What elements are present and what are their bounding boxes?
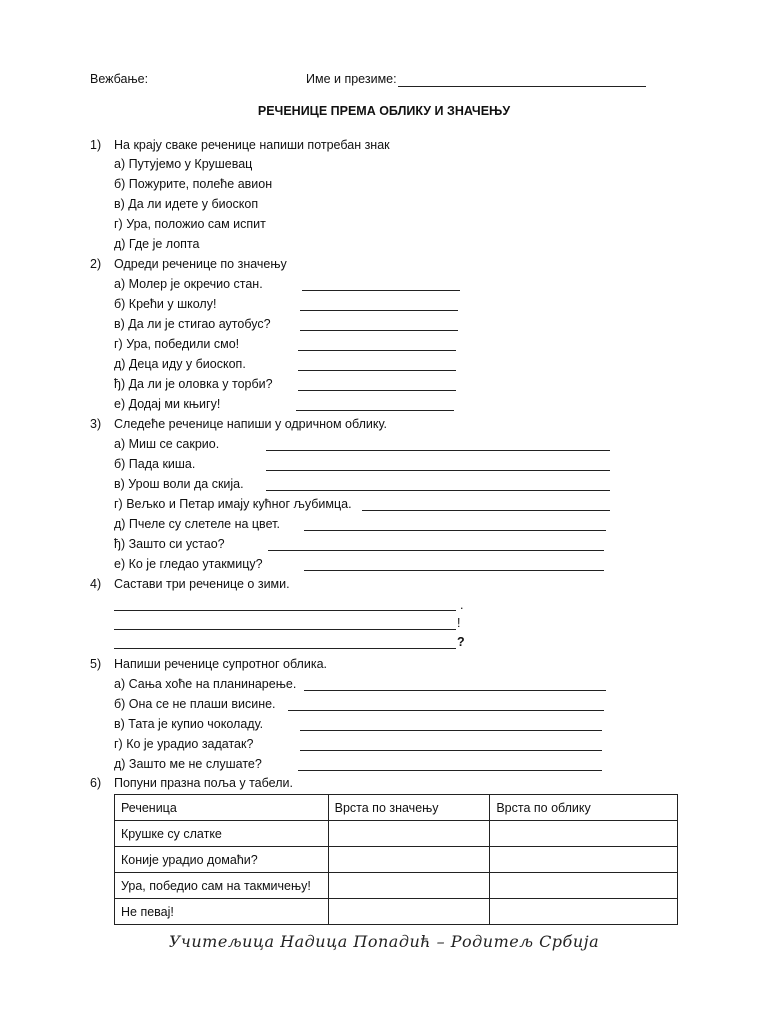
task3-item: ђ) Зашто си устао? [114, 537, 225, 551]
task1-instruction: На крају сваке реченице напиши потребан знак [114, 138, 390, 152]
task5-item: в) Тата је купио чоколаду. [114, 717, 264, 731]
task1-item: г) Ура, положио сам испит [114, 217, 266, 231]
task1-item: а) Путујемо у Крушевац [114, 157, 253, 171]
answer-line[interactable] [298, 770, 602, 771]
task2-item: ђ) Да ли је оловка у торби? [114, 377, 273, 391]
task1-item: в) Да ли идете у биоскоп [114, 197, 259, 211]
table-cell-sentence: Крушке су слатке [115, 821, 329, 847]
answer-line[interactable] [268, 550, 604, 551]
table-cell-sentence: Не певај! [115, 899, 329, 925]
answer-line[interactable] [296, 410, 454, 411]
table-cell-input[interactable] [490, 847, 678, 873]
task2-item: е) Додај ми књигу! [114, 397, 221, 411]
answer-line[interactable] [114, 610, 456, 611]
task3-number: 3) [90, 417, 102, 431]
task6-instruction: Попуни празна поља у табели. [114, 776, 293, 790]
task3-instruction: Следеће реченице напиши у одричном облику. [114, 417, 387, 431]
answer-line[interactable] [114, 648, 456, 649]
answer-line[interactable] [298, 390, 456, 391]
answer-line[interactable] [266, 490, 610, 491]
answer-line[interactable] [304, 690, 606, 691]
task3-item: д) Пчеле су слетеле на цвет. [114, 517, 280, 531]
footer-credit: Учитељица Надица Попадић – Родитељ Србија [168, 932, 600, 951]
task1-item: б) Пожурите, полеће авион [114, 177, 273, 191]
name-label: Име и презиме: [306, 72, 397, 86]
answer-line[interactable] [288, 710, 604, 711]
table-header-row [115, 795, 678, 821]
table-cell-input[interactable] [328, 873, 490, 899]
task3-item: а) Миш се сакрио. [114, 437, 220, 451]
task5-instruction: Напиши реченице супротног облика. [114, 657, 328, 671]
task2-number: 2) [90, 257, 102, 271]
task5-item: а) Сања хоће на планинарење. [114, 677, 297, 691]
task2-item: д) Деца иду у биоскоп. [114, 357, 246, 371]
task2-item: г) Ура, победили смо! [114, 337, 240, 351]
answer-line[interactable] [298, 370, 456, 371]
table-cell-input[interactable] [328, 821, 490, 847]
task3-item: г) Вељко и Петар имају кућног љубимца. [114, 497, 352, 511]
name-field-line[interactable] [398, 86, 646, 87]
answer-line[interactable] [300, 730, 602, 731]
table-cell-input[interactable] [328, 899, 490, 925]
task3-item: б) Пада киша. [114, 457, 196, 471]
answer-line[interactable] [304, 570, 604, 571]
table-header-cell: Врста по облику [490, 795, 678, 821]
answer-line[interactable] [304, 530, 606, 531]
exercise-label: Вежбање: [90, 72, 149, 86]
task5-item: б) Она се не плаши висине. [114, 697, 276, 711]
task2-item: в) Да ли је стигао аутобус? [114, 317, 271, 331]
task2-item: а) Молер је окречио стан. [114, 277, 263, 291]
answer-line[interactable] [298, 350, 456, 351]
sentence-table [114, 794, 678, 925]
answer-line[interactable] [266, 450, 610, 451]
table-cell-sentence: Ура, победио сам на такмичењу! [115, 873, 329, 899]
answer-line[interactable] [300, 750, 602, 751]
task5-item: д) Зашто ме не слушате? [114, 757, 262, 771]
table-row [115, 899, 678, 925]
task4-instruction: Састави три реченице о зими. [114, 577, 290, 591]
table-row [115, 821, 678, 847]
task1-item: д) Где је лопта [114, 237, 200, 251]
sentence-ending: ! [457, 616, 461, 630]
sentence-ending: . [460, 598, 464, 612]
task5-number: 5) [90, 657, 102, 671]
table-header-cell: Врста по значењу [328, 795, 490, 821]
task3-item: в) Урош воли да скија. [114, 477, 244, 491]
worksheet-title: РЕЧЕНИЦЕ ПРЕМА ОБЛИКУ И ЗНАЧЕЊУ [257, 104, 511, 118]
task6-number: 6) [90, 776, 102, 790]
sentence-ending: ? [457, 635, 465, 649]
answer-line[interactable] [300, 330, 458, 331]
table-header-cell: Реченица [115, 795, 329, 821]
table-cell-input[interactable] [490, 899, 678, 925]
task4-number: 4) [90, 577, 102, 591]
answer-line[interactable] [362, 510, 610, 511]
table-row [115, 873, 678, 899]
answer-line[interactable] [300, 310, 458, 311]
answer-line[interactable] [114, 629, 456, 630]
table-cell-input[interactable] [490, 873, 678, 899]
table-cell-input[interactable] [490, 821, 678, 847]
answer-line[interactable] [266, 470, 610, 471]
task1-number: 1) [90, 138, 102, 152]
task2-instruction: Одреди реченице по значењу [114, 257, 287, 271]
answer-line[interactable] [302, 290, 460, 291]
task2-item: б) Крећи у школу! [114, 297, 217, 311]
table-cell-sentence: Конијe урадио домаћи? [115, 847, 329, 873]
task3-item: е) Ко је гледао утакмицу? [114, 557, 263, 571]
table-cell-input[interactable] [328, 847, 490, 873]
table-row [115, 847, 678, 873]
task5-item: г) Ко је урадио задатак? [114, 737, 254, 751]
